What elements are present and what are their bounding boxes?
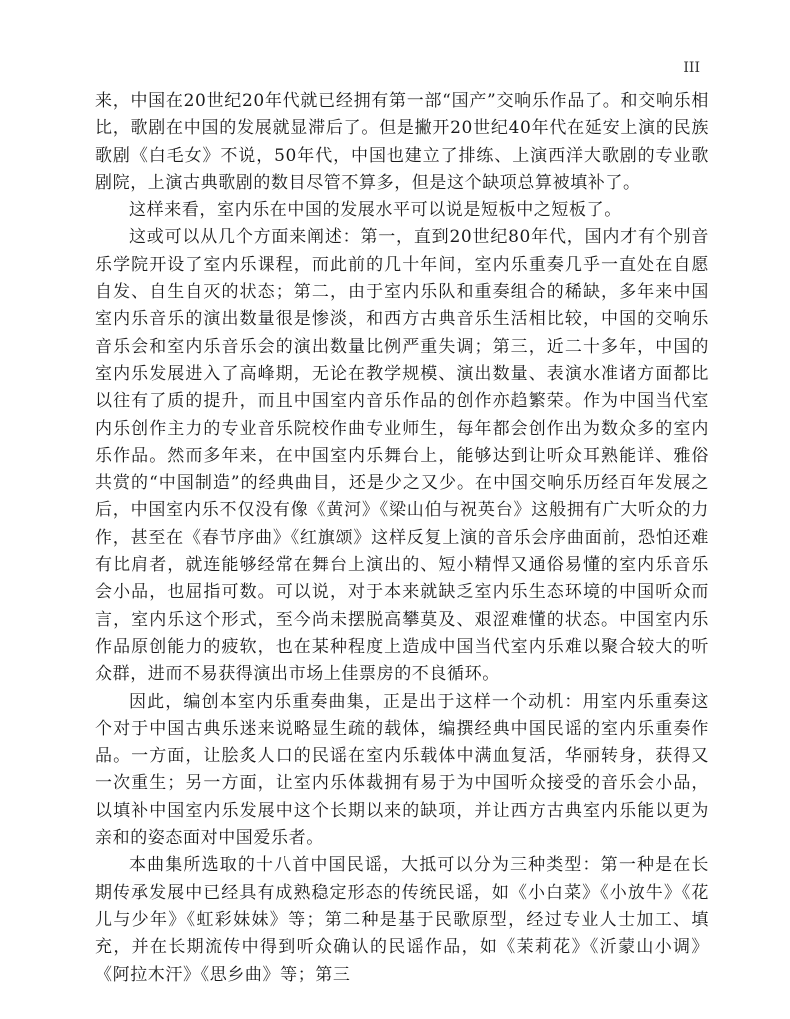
paragraph-continued: 来，中国在20世纪20年代就已经拥有第一部“国产”交响乐作品了。和交响乐相比，歌剧在中国的发展就显滞后了。但是撇开20世纪40年代在延安上演的民族歌剧《白毛女》不说，50年代，中国也建立了排练、上演西洋大歌剧的专业歌剧院，上演古典歌剧的数目尽管不算多，但是这个缺项总算被填补了。	[95, 91, 709, 193]
paragraph: 这或可以从几个方面来阐述：第一，直到20世纪80年代，国内才有个别音乐学院开设了室内乐课程，而此前的几十年间，室内乐重奏几乎一直处在自愿自发、自生自灭的状态；第二，由于室内乐队和重奏组合的稀缺，多年来中国室内乐音乐的演出数量很是惨淡，和西方古典音乐生活相比较，中国的交响乐音乐会和室内乐音乐会的演出数量比例严重失调；第三，近二十多年，中国的室内乐发展进入了高峰期，无论在教学规模、演出数量、表演水准诸方面都比以往有了质的提升，而且中国室内音乐作品的创作亦趋繁荣。作为中国当代室内乐创作主力的专业音乐院校作曲专业师生，每年都会创作出为数众多的室内乐作品。然而多年来，在中国室内乐舞台上，能够达到让听众耳熟能详、雅俗共赏的“中国制造”的经典曲目，还是少之又少。在中国交响乐历经百年发展之后，中国室内乐不仅没有像《黄河》《梁山伯与祝英台》这般拥有广大听众的力作，甚至在《春节序曲》《红旗颂》这样反复上演的音乐会序曲面前，恐怕还难有比肩者，就连能够经常在舞台上演出的、短小精悍又通俗易懂的室内乐音乐会小品，也屈指可数。可以说，对于本来就缺乏室内乐生态环境的中国听众而言，室内乐这个形式，至今尚未摆脱高攀莫及、艰涩难懂的状态。中国室内乐作品原创能力的疲软，也在某种程度上造成中国当代室内乐难以聚合较大的听众群，进而不易获得演出市场上佳票房的不良循环。	[95, 227, 709, 685]
body-text	[95, 88, 709, 989]
paragraph: 本曲集所选取的十八首中国民谣，大抵可以分为三种类型：第一种是在长期传承发展中已经具有成熟稳定形态的传统民谣，如《小白菜》《小放牛》《花儿与少年》《虹彩妹妹》等；第二种是基于民歌原型，经过专业人士加工、填充，并在长期流传中得到听众确认的民谣作品，如《茉莉花》《沂蒙山小调》《阿拉木汗》《思乡曲》等；第三	[95, 855, 709, 985]
paragraph: 因此，编创本室内乐重奏曲集，正是出于这样一个动机：用室内乐重奏这个对于中国古典乐迷来说略显生疏的载体，编撰经典中国民谣的室内乐重奏作品。一方面，让脍炙人口的民谣在室内乐载体中满血复活，华丽转身，获得又一次重生；另一方面，让室内乐体裁拥有易于为中国听众接受的音乐会小品，以填补中国室内乐发展中这个长期以来的缺项，并让西方古典室内乐能以更为亲和的姿态面对中国爱乐者。	[95, 691, 709, 849]
paragraph: 这样来看，室内乐在中国的发展水平可以说是短板中之短板了。	[129, 200, 622, 221]
page-number: III	[683, 60, 700, 76]
